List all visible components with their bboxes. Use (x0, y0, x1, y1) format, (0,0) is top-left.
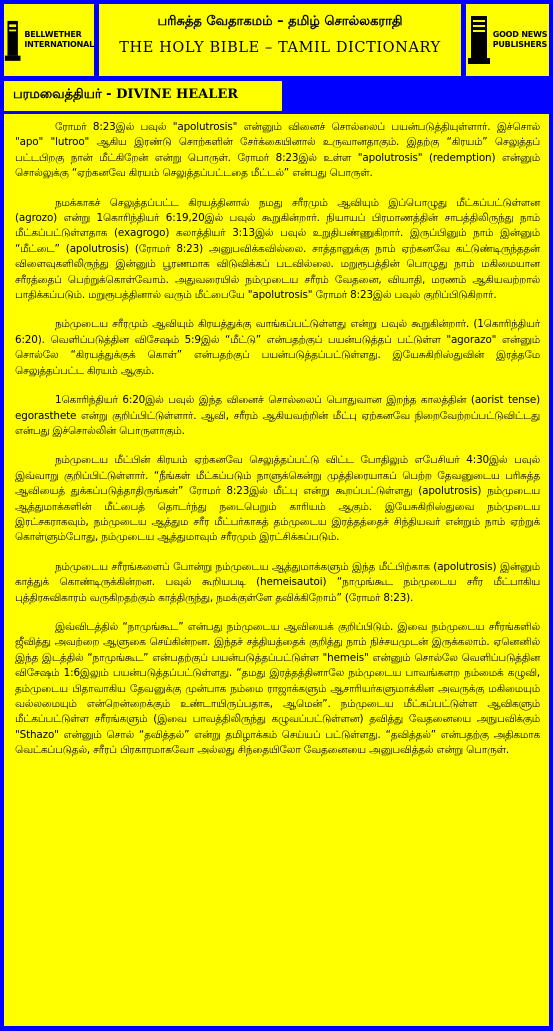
paragraph: 1கொரிந்தியர் 6:20இல் பவுல் இந்த வினைச் சொல்லைப் பொதுவான இறந்த காலத்தின் (aorist tense) egorasthete என்று குறிப்பிட்டுள்ளார். ஆவி, சரீரம் ஆகியவற்றின் மீட்பு ஏற்கனவே நிறைவேற்றப்பட்டுவிட்டது என்பது இச்சொல்லின் பொருளாகும். (15, 394, 540, 437)
title-tamil: பரிசுத்த வேதாகமம் – தமிழ் சொல்லகராதி (157, 14, 403, 29)
paragraph: நமக்காகச் செலுத்தப்பட்ட கிரயத்தினால் நமது சரீரமும் ஆவியும் இப்பொழுது மீட்கப்பட்டுள்ளன (agrozo) என்று 1கொரிந்தியர் 6:19,20இல் பவுல் கூறுகின்றார். நியாயப் பிரமாணத்தின் சாபத்திலிருந்து நாம் மீட்கப்பட்டுள்ளதாக (exagrogo) கலாத்தியர் 3:13இல் பவுல் உறுதிபண்ணுகிறார். இருப்பினும் நாம் இன்னும் “மீட்டை” (apolutrosis) (ரோமர் 8:23) அனுபவிக்கவில்லை. சாத்தானுக்கு நாம் ஏற்கனவே கட்டுண்டிருந்ததன் விளைவுகளிலிருந்து இன்னும் பூரணமாக விடுவிக்கப் படவில்லை. மறுரூபத்தின் பொழுது நாம் மகிமையான சரீரத்தைப் பெற்றுக்கொள்வோம். அதுவரையில் நம்முடைய சரீரம் வேதனை, வியாதி, மரணம் ஆகியவற்றால் பாதிக்கப்படும். மறுரூபத்தினால் வரும் மீட்பையே "apolutrosis" ரோமர் 8:23இல் பவுல் குறிப்பிடுகிறார். (15, 196, 540, 302)
paragraph: நம்முடைய மீட்பின் கிரயம் ஏற்கனவே செலுத்தப்பட்டு விட்ட போதிலும் எபேசியர் 4:30இல் பவுல் இவ்வாறு குறிப்பிட்டுள்ளார். “நீங்கள் மீட்கப்படும் நாளுக்கென்று முத்திரையாகப் பெற்ற தேவனுடைய பரிசுத்த ஆவியைத் துக்கப்படுத்தாதிருங்கள்” ரோமர் 8:23இல் மீட்பு என்று கூறப்பட்டுள்ளது (apolutrosis) நம்முடைய ஆத்துமாக்களின் மீட்பைத் தொடர்ந்து நடைபெறும் காரியம் ஆகும். இயேசுகிறிஸ்துவை நம்முடைய இரட்சகராகவும், நம்முடைய ஆத்தும சரீர மீட்பர்காகத் தம்முடைய இரத்தத்தைச் சிந்தியவர் என்றும் நாம் ஏற்றுக் கொள்ளும்போது, நம்முடைய ஆத்துமாவும் சரீரமும் இரட்சிக்கப்படும். (15, 454, 540, 544)
title-english: THE HOLY BIBLE – TAMIL DICTIONARY (119, 40, 441, 56)
paragraph: நம்முடைய சரீரங்களைப் போன்று நம்முடைய ஆத்துமாக்களும் இந்த மீட்பிற்காக (apolutrosis) இன்னும் காத்துக் கொண்டிருக்கின்றன. பவுல் கூறியபடி (hemeisautoi) “நாமுங்கூட நம்முடைய சரீர மீட்பாகிய புத்திரசுவிகாரம் வருகிறதற்கும் காத்திருந்து, நமக்குள்ளே தவிக்கிறோம்” (ரோமர் 8:23). (15, 560, 540, 604)
paragraph: ரோமர் 8:23இல் பவுல் "apolutrosis" என்னும் வினைச் சொல்லைப் பயன்படுத்தியுள்ளார். இச்சொல் "apo" "lutroo" ஆகிய இரண்டு சொற்களின் சேர்க்கையினால் உருவானதாகும். இதற்கு “கிரயம்” செலுத்தப் பட்டபிறகு நான் மீட்கிறேன் என்று பொருள். ரோமர் 8:23இல் உள்ள "apolutrosis" (redemption) என்னும் சொல்லுக்கு “ஏற்கனவே கிரயம் செலுத்தப்பட்டதை மீட்டல்” என்பது பொருள். (15, 121, 540, 180)
left-logo-line-2: INTERNATIONAL (24, 40, 94, 49)
paragraph: நம்முடைய சரீரமும் ஆவியும் கிரயத்துக்கு வாங்கப்பட்டுள்ளது என்று பவுல் கூறுகின்றார். (1கொரிந்தியர் 6:20). வெளிப்படுத்தின விசேஷம் 5:9இல் “மீட்டு” என்பதற்குப் பயன்படுத்தப் பட்டுள்ள "agorazo" என்னும் சொல்லே “கிரயத்துக்குக் கொள்” என்பதற்குப் பயன்படுத்தப்பட்டுள்ளது. இயேசுகிறிஸ்துவின் இரத்தமே செலுத்தப்பட்ட கிரயம் ஆகும். (15, 318, 540, 377)
good-news-logo-panel (466, 4, 549, 76)
right-logo-line-1: GOOD NEWS (492, 30, 548, 39)
entry-heading-tamil: பரமவைத்தியர் - (13, 87, 112, 102)
entry-body (4, 114, 549, 1026)
bellwether-logo-panel (4, 4, 94, 76)
book-logo-icon (4, 14, 21, 66)
entry-heading-panel (4, 81, 282, 111)
title-panel (99, 4, 461, 76)
right-logo-line-2: PUBLISHERS (492, 40, 548, 49)
left-logo-line-1: BELLWETHER (24, 30, 82, 39)
paragraph: இவ்விடத்தில் “நாமுங்கூட” என்பது நம்முடைய ஆவியைக் குறிப்பிடும். இவை நம்முடைய சரீரங்களில் ஜீவித்து அவற்றை ஆளுகை செய்கின்றன. இந்தச் சத்தியத்தைக் குறித்து நாம் நிச்சயமுடன் இருக்கலாம். ஏனெனில் இந்த இடத்தில் “நாமுங்கூட” என்பதற்குப் பயன்படுத்தப்பட்டுள்ள "hemeis" என்னும் சொல்லே வெளிப்படுத்தின விசேஷம் 1:6இலும் பயன்படுத்தப்பட்டுள்ளது. “தமது இரத்தத்தினாலே நம்முடைய பாவங்களற நம்மைக் கழுவி, தம்முடைய பிதாவாகிய தேவனுக்கு முன்பாக நம்மை ராஜாக்களும் ஆசாரியர்களுமாக்கின அவருக்கு மகிமையும் வல்லமையும் என்றென்றைக்கும் உண்டாயிருப்பதாக, ஆமென்”. நம்முடைய மீட்கப்பட்டுள்ள ஆவிகளும் மீட்கப்பட்டுள்ள சரீரங்களும் (இவை பாவத்திலிருந்து கழுவப்பட்டுள்ளன) தவித்து வேதனையை அநுபவிக்கும் "Sthazo" என்னும் சொல் “தவித்தல்” என்று தமிழாக்கம் செய்யப் பட்டுள்ளது. “தவித்தல்” என்பதற்கு அதிகமாக வெட்கப்படுதல், சரீரப் பிரகாரமாகவோ அல்லது சிந்தையிலோ வேதனையை அனுபவித்தல் என்று பொருள். (15, 620, 540, 757)
entry-heading-english: DIVINE HEALER (116, 87, 239, 102)
entry-heading (4, 81, 282, 103)
newspaper-logo-icon (468, 14, 490, 66)
